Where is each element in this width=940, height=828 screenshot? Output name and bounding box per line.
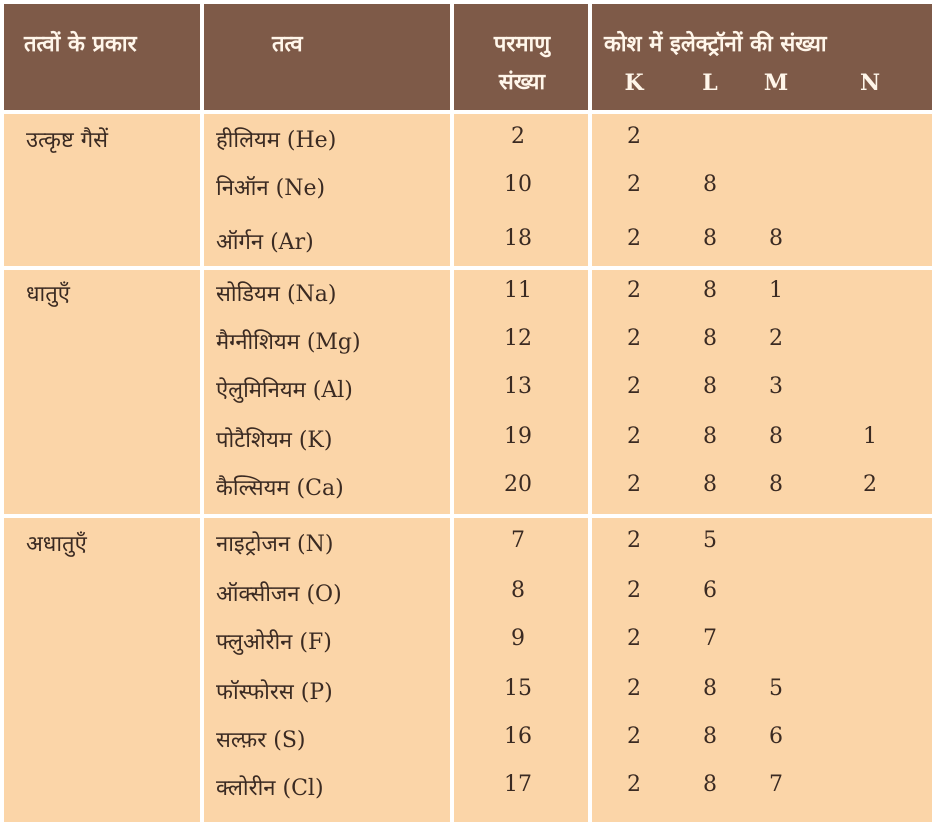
shell-k-count: 2: [627, 724, 641, 749]
atomic-number: 9: [511, 626, 525, 651]
shell-k-count: 2: [627, 424, 641, 449]
shell-l-count: 6: [703, 578, 717, 603]
atomic-number: 17: [504, 772, 532, 797]
element-name: ऐलुमिनियम (Al): [216, 378, 353, 403]
header-shell-m: M: [763, 70, 789, 96]
header-type: तत्वों के प्रकार: [24, 31, 137, 57]
atomic-number: 12: [504, 326, 532, 351]
shell-m-count: 8: [769, 424, 783, 449]
row-divider: [4, 514, 932, 518]
atomic-number: 10: [504, 172, 532, 197]
group-type-label: अधातुएँ: [26, 532, 87, 557]
row-divider: [4, 266, 932, 270]
header-shell-n: N: [859, 70, 881, 96]
element-name: निऑन (Ne): [216, 176, 326, 201]
column-divider: [588, 4, 592, 822]
element-name: पोटैशियम (K): [216, 428, 333, 453]
shell-l-count: 8: [703, 472, 717, 497]
header-shell-k: K: [624, 70, 644, 96]
element-name: कैल्सियम (Ca): [216, 476, 344, 501]
atomic-number: 15: [504, 676, 532, 701]
shell-k-count: 2: [627, 172, 641, 197]
shell-l-count: 8: [703, 772, 717, 797]
element-name: हीलियम (He): [216, 128, 337, 153]
shell-k-count: 2: [627, 124, 641, 149]
group-type-label: धातुएँ: [26, 282, 70, 307]
shell-m-count: 8: [769, 226, 783, 251]
element-name: मैग्नीशियम (Mg): [216, 330, 361, 355]
shell-l-count: 8: [703, 724, 717, 749]
element-name: सल्फ़र (S): [216, 728, 306, 753]
header-atomic-line1: परमाणु: [493, 31, 551, 57]
shell-m-count: 8: [769, 472, 783, 497]
atomic-number: 2: [511, 124, 525, 149]
atomic-number: 16: [504, 724, 532, 749]
atomic-number: 18: [504, 226, 532, 251]
shell-k-count: 2: [627, 472, 641, 497]
column-divider: [200, 4, 204, 822]
shell-k-count: 2: [627, 772, 641, 797]
shell-k-count: 2: [627, 326, 641, 351]
header-shells-title: कोश में इलेक्ट्रॉनों की संख्या: [604, 31, 827, 57]
column-divider: [450, 4, 454, 822]
shell-m-count: 2: [769, 326, 783, 351]
header-atomic-line2: संख्या: [498, 69, 546, 95]
shell-k-count: 2: [627, 528, 641, 553]
element-name: फ्लुओरीन (F): [216, 630, 332, 655]
element-name: सोडियम (Na): [216, 282, 337, 307]
element-name: फॉस्फोरस (P): [216, 680, 333, 705]
shell-l-count: 8: [703, 374, 717, 399]
shell-l-count: 8: [703, 278, 717, 303]
element-name: ऑर्गन (Ar): [216, 230, 314, 255]
shell-l-count: 8: [703, 172, 717, 197]
element-name: क्लोरीन (Cl): [216, 776, 324, 801]
electron-shell-table: [4, 4, 932, 822]
table-header: [4, 4, 932, 110]
shell-l-count: 8: [703, 676, 717, 701]
shell-k-count: 2: [627, 226, 641, 251]
atomic-number: 7: [511, 528, 525, 553]
header-element: तत्व: [272, 31, 303, 57]
atomic-number: 11: [504, 278, 532, 303]
atomic-number: 20: [504, 472, 532, 497]
atomic-number: 13: [504, 374, 532, 399]
shell-l-count: 8: [703, 424, 717, 449]
shell-m-count: 6: [769, 724, 783, 749]
group-type-label: उत्कृष्ट गैसें: [26, 128, 108, 153]
element-name: नाइट्रोजन (N): [216, 532, 334, 557]
atomic-number: 19: [504, 424, 532, 449]
shell-k-count: 2: [627, 278, 641, 303]
shell-m-count: 5: [769, 676, 783, 701]
shell-l-count: 5: [703, 528, 717, 553]
shell-l-count: 7: [703, 626, 717, 651]
shell-m-count: 3: [769, 374, 783, 399]
atomic-number: 8: [511, 578, 525, 603]
shell-l-count: 8: [703, 326, 717, 351]
shell-l-count: 8: [703, 226, 717, 251]
header-shell-l: L: [702, 70, 718, 96]
shell-k-count: 2: [627, 578, 641, 603]
shell-m-count: 1: [769, 278, 783, 303]
shell-n-count: 1: [863, 424, 877, 449]
row-divider: [4, 110, 932, 114]
element-name: ऑक्सीजन (O): [216, 582, 342, 607]
shell-k-count: 2: [627, 626, 641, 651]
shell-m-count: 7: [769, 772, 783, 797]
shell-k-count: 2: [627, 676, 641, 701]
shell-n-count: 2: [863, 472, 877, 497]
shell-k-count: 2: [627, 374, 641, 399]
